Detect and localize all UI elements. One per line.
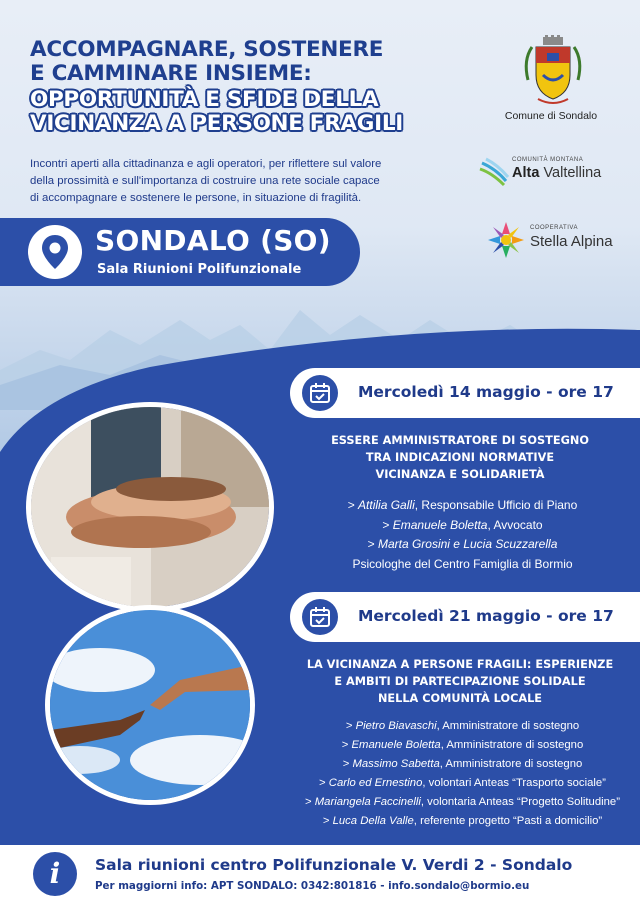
info-icon: i	[49, 857, 61, 890]
speaker-item: > Luca Della Valle, referente progetto “Pasti a domicilio”	[322, 815, 603, 827]
intro-line: Incontri aperti alla cittadinanza e agli operatori, per riflettere sul valore	[30, 158, 382, 170]
valtellina-name	[512, 165, 601, 181]
event-heading-line: NELLA COMUNITÀ LOCALE	[377, 692, 543, 705]
stella-caption: COOPERATIVA	[530, 225, 578, 231]
speaker-item: Psicologhe del Centro Famiglia di Bormio	[352, 556, 573, 571]
footer-contact[interactable]: Per maggiorni info: APT SONDALO: 0342:801816 - info.sondalo@bormio.eu	[95, 880, 530, 892]
main-subtitle	[30, 88, 470, 136]
speaker-item: > Carlo ed Ernestino, volontari Anteas “Trasporto sociale”	[319, 777, 606, 789]
location-subtitle: Sala Riunioni Polifunzionale	[97, 262, 302, 277]
speaker-list	[285, 717, 640, 831]
event-date: Mercoledì 14 maggio - ore 17	[358, 383, 614, 401]
event-heading-line: E AMBITI DI PARTECIPAZIONE SOLIDALE	[334, 675, 586, 688]
comune-crest-icon	[518, 35, 588, 107]
speaker-item: > Emanuele Boletta, Avvocato	[382, 517, 543, 532]
title-line: E CAMMINARE INSIEME:	[30, 61, 312, 86]
stella-name: Stella Alpina	[530, 233, 613, 250]
valtellina-caption: COMUNITÀ MONTANA	[512, 157, 584, 163]
comune-label: Comune di Sondalo	[504, 110, 598, 122]
speaker-item: > Massimo Sabetta, Amministratore di sostegno	[342, 758, 583, 770]
subtitle-line: VICINANZA A PERSONE FRAGILI	[30, 111, 403, 136]
subtitle-line: OPPORTUNITÀ E SFIDE DELLA	[30, 87, 379, 112]
intro-line: della prossimità e sull'importanza di costruire una rete sociale capace	[30, 175, 380, 187]
event-heading-line: TRA INDICAZIONI NORMATIVE	[365, 451, 555, 464]
location-title: SONDALO (SO)	[95, 224, 331, 257]
photo-hands-reaching	[45, 605, 255, 805]
valtellina-label: Valtellina	[543, 165, 602, 181]
calendar-icon	[309, 382, 331, 404]
event-heading-line: LA VICINANZA A PERSONE FRAGILI: ESPERIENZE	[306, 658, 614, 671]
photo-hands-together	[26, 402, 274, 612]
speaker-item: > Pietro Biavaschi, Amministratore di sostegno	[345, 720, 580, 732]
speaker-item: > Marta Grosini e Lucia Scuzzarella	[367, 537, 558, 551]
speaker-list	[285, 496, 640, 574]
event-heading	[280, 432, 640, 483]
main-title	[30, 38, 450, 86]
speaker-item: > Emanuele Boletta, Amministratore di sostegno	[341, 739, 584, 751]
event-heading	[280, 656, 640, 707]
speaker-item: > Attilia Galli, Responsabile Ufficio di Piano	[347, 498, 578, 512]
event-heading-line: ESSERE AMMINISTRATORE DI SOSTEGNO	[331, 434, 589, 447]
map-pin-icon	[40, 233, 70, 271]
intro-line: di accompagnare e sostenere le persone, in situazione di fragilità.	[30, 192, 362, 204]
event-heading-line: VICINANZA E SOLIDARIETÀ	[375, 468, 545, 481]
stella-alpina-star-icon	[486, 220, 526, 260]
intro-text	[30, 156, 460, 207]
speaker-item: > Mariangela Faccinelli, volontaria Anteas “Progetto Solitudine”	[305, 796, 620, 808]
title-line: ACCOMPAGNARE, SOSTENERE	[30, 37, 384, 62]
valtellina-alta: Alta	[512, 165, 540, 181]
calendar-icon	[309, 606, 331, 628]
footer	[0, 845, 640, 905]
footer-address: Sala riunioni centro Polifunzionale V. Verdi 2 - Sondalo	[95, 856, 573, 874]
event-date: Mercoledì 21 maggio - ore 17	[358, 607, 614, 625]
